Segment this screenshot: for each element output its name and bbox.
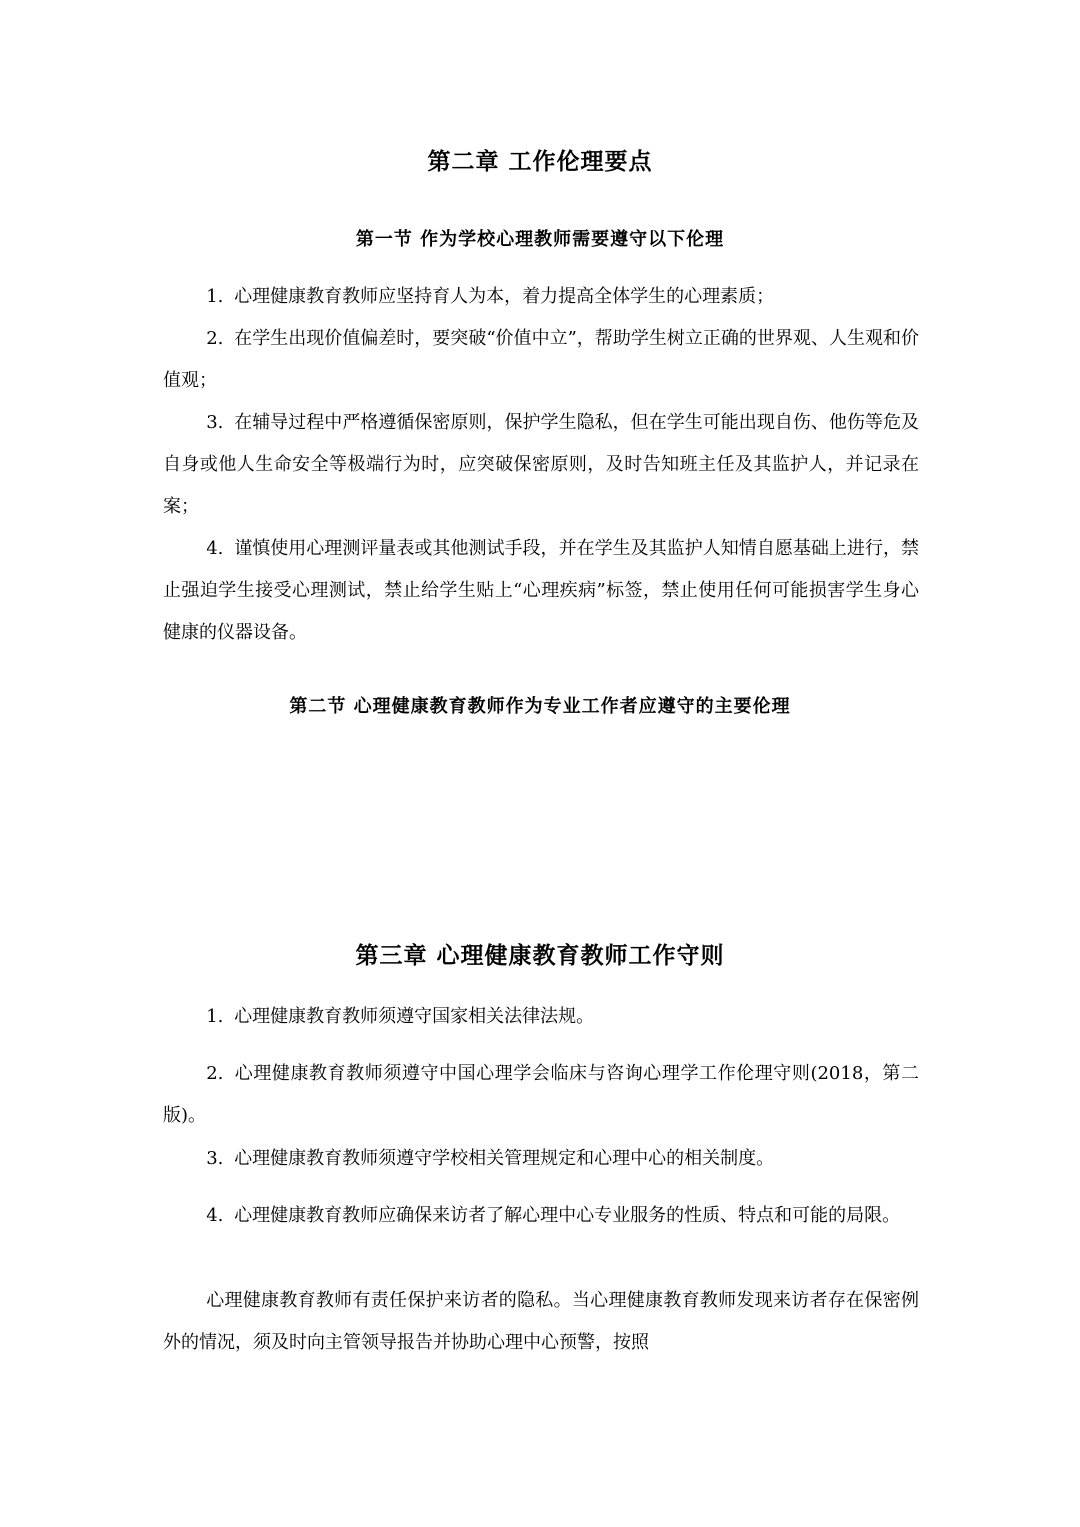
list-item-number: 4. xyxy=(206,538,224,559)
list-item-number: 1. xyxy=(206,286,224,307)
list-item-text: 心理健康教育教师应确保来访者了解心理中心专业服务的性质、特点和可能的局限。 xyxy=(234,1205,901,1226)
list-item-text: 心理健康教育教师须遵守国家相关法律法规。 xyxy=(234,1006,595,1027)
list-item-text: 心理健康教育教师须遵守中国心理学会临床与咨询心理学工作伦理守则(2018，第二版)。 xyxy=(163,1063,919,1126)
list-item-number: 4. xyxy=(206,1205,224,1226)
list-item xyxy=(163,1138,919,1180)
list-item-text: 谨慎使用心理测评量表或其他测试手段，并在学生及其监护人知情自愿基础上进行，禁止强迫学生接受心理测试，禁止给学生贴上“心理疾病”标签，禁止使用任何可能损害学生身心健康的仪器设备。 xyxy=(163,538,919,643)
list-item-text: 在学生出现价值偏差时，要突破“价值中立”，帮助学生树立正确的世界观、人生观和价值观； xyxy=(163,328,919,391)
list-item xyxy=(163,1053,919,1137)
list-item xyxy=(163,996,919,1038)
chapter-3-paragraph xyxy=(163,1280,919,1364)
list-item-number: 2. xyxy=(206,1063,224,1084)
list-item xyxy=(163,528,919,654)
list-item xyxy=(163,402,919,528)
list-item-number: 2. xyxy=(206,328,224,349)
chapter-2-title: 第二章 工作伦理要点 xyxy=(427,149,653,175)
list-item-number: 3. xyxy=(206,412,224,433)
chapter-2-section-1-title: 第一节 作为学校心理教师需要遵守以下伦理 xyxy=(355,229,725,250)
list-item-number: 1. xyxy=(206,1006,224,1027)
chapter-3-item-2 xyxy=(163,1053,919,1137)
chapter-3-title: 第三章 心理健康教育教师工作守则 xyxy=(355,943,725,969)
list-item xyxy=(163,318,919,402)
list-item-text: 在辅导过程中严格遵循保密原则，保护学生隐私，但在学生可能出现自伤、他伤等危及自身或他人生命安全等极端行为时，应突破保密原则，及时告知班主任及其监护人，并记录在案； xyxy=(163,412,919,517)
body-paragraph: 心理健康教育教师有责任保护来访者的隐私。当心理健康教育教师发现来访者存在保密例外的情况，须及时向主管领导报告并协助心理中心预警，按照 xyxy=(163,1290,919,1353)
chapter-2-section-2-title: 第二节 心理健康教育教师作为专业工作者应遵守的主要伦理 xyxy=(289,696,791,717)
list-item-number: 3. xyxy=(206,1148,224,1169)
list-item-text: 心理健康教育教师须遵守学校相关管理规定和心理中心的相关制度。 xyxy=(234,1148,775,1169)
chapter-3-item-4 xyxy=(163,1195,919,1237)
chapter-3-item-1 xyxy=(163,996,919,1038)
chapter-3-item-3 xyxy=(163,1138,919,1180)
list-item xyxy=(163,276,919,318)
chapter-2-section-1-list xyxy=(163,276,919,654)
list-item xyxy=(163,1195,919,1237)
list-item-text: 心理健康教育教师应坚持育人为本，着力提高全体学生的心理素质； xyxy=(234,286,775,307)
